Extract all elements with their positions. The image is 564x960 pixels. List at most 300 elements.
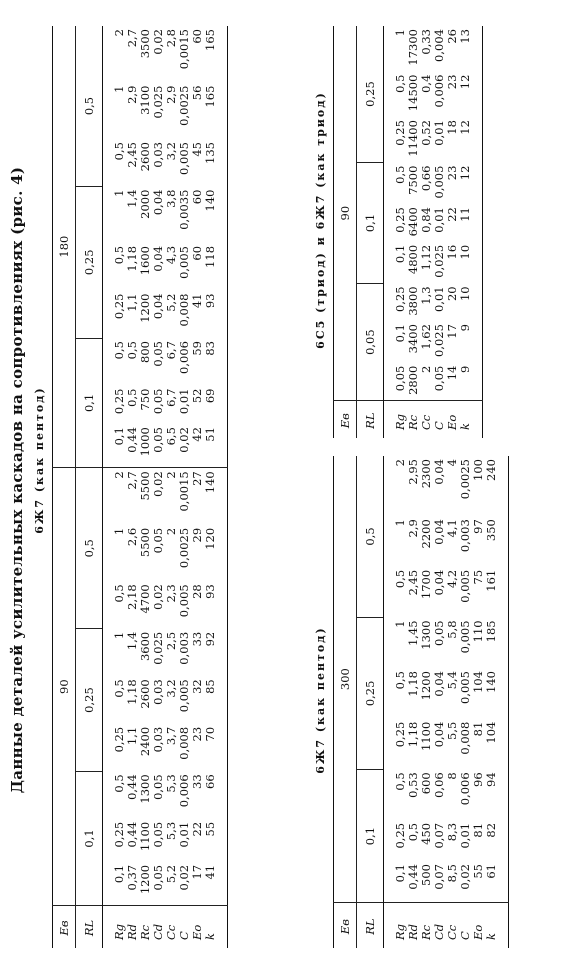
table-cell: 1100 — [138, 821, 152, 852]
table-cell: 1,18 — [406, 671, 420, 697]
eb-label: Eв — [334, 903, 357, 948]
table-cell: 0,84 — [419, 207, 433, 233]
table-cell: 17300 — [406, 29, 420, 66]
table-cell: 0,05 — [151, 527, 165, 554]
table-cell: 0,025 — [151, 85, 165, 119]
table-cell: 93 — [203, 584, 217, 599]
table-cell: 23 — [445, 74, 459, 90]
row-label: k — [204, 906, 228, 948]
table-row — [103, 26, 127, 948]
table-cell: 2,9 — [125, 85, 139, 104]
table-cell: 0,25 — [393, 822, 407, 849]
table-cell: 17 — [190, 864, 204, 880]
table-cell: 9 — [458, 365, 472, 373]
table-cell: 0,25 — [112, 726, 126, 753]
table-cell: 0,44 — [406, 864, 420, 890]
table-cell: 600 — [419, 772, 433, 795]
table-cell: 56 — [190, 85, 204, 101]
table-cell: 2,7 — [125, 29, 139, 48]
table-cell: 12 — [458, 120, 472, 135]
table-cell: 165 — [203, 29, 217, 51]
table-cell: 0,004 — [432, 29, 446, 62]
table-cell: 70 — [203, 726, 217, 742]
table-cell: 1600 — [138, 245, 152, 276]
table-cell: 4,3 — [164, 245, 178, 265]
table-cell: 11 — [458, 207, 472, 222]
table-cell: 110 — [471, 620, 485, 643]
table-row — [152, 26, 165, 948]
row-label: Cc — [165, 906, 178, 948]
table-cell: 51 — [204, 424, 228, 468]
table-cell: 2,9 — [406, 519, 420, 538]
table-cell: 1300 — [138, 774, 152, 804]
table-cell: 0,5 — [112, 774, 126, 793]
table-cell: 4800 — [406, 244, 420, 275]
table-cell: 0,05 — [151, 864, 165, 891]
table-cell: 140 — [203, 471, 217, 494]
table-cell: 5,3 — [164, 821, 178, 841]
table-cell: 0,04 — [151, 245, 165, 272]
table-cell: 104 — [471, 671, 485, 693]
rl-value: 0,25 — [76, 629, 103, 772]
row-label: C — [178, 906, 191, 948]
rl-label: RL — [76, 906, 103, 948]
table-cell: 0,04 — [151, 293, 165, 320]
row-label: Rc — [407, 401, 420, 438]
table-cell: 26 — [445, 29, 459, 44]
table-cell: 5,3 — [164, 774, 178, 793]
table-cell: 8,3 — [445, 822, 459, 842]
table-cell: 1,1 — [125, 726, 139, 746]
table-cell: 2800 — [406, 365, 420, 395]
table-cell: 5,2 — [164, 864, 178, 884]
table-cell: 9 — [458, 324, 472, 332]
table-cell: 500 — [419, 864, 433, 886]
table-cell: 0,5 — [125, 388, 139, 407]
table-cell: 60 — [190, 29, 204, 44]
eb-value: 90 — [53, 468, 76, 906]
table-cell: 0,25 — [393, 286, 407, 312]
table-cell: 6400 — [406, 207, 420, 237]
table-cell: 0,005 — [177, 584, 191, 618]
rl-value: 0,25 — [357, 26, 384, 163]
table-cell: 2,9 — [164, 85, 178, 104]
table-cell: 42 — [191, 424, 204, 468]
rl-value: 0,5 — [76, 468, 103, 629]
table-cell: 97 — [471, 519, 485, 534]
row-label: Rg — [384, 903, 408, 948]
table-cell: 0,0035 — [177, 189, 191, 230]
table-cell: 2 — [112, 471, 126, 479]
table-cell: 0,07 — [432, 822, 446, 849]
table-cell: 0,01 — [432, 120, 446, 146]
table-cell: 0,03 — [151, 679, 165, 705]
table-cell: 100 — [471, 459, 485, 481]
table-cell: 0,005 — [458, 671, 472, 704]
table-cell: 0,005 — [177, 245, 191, 279]
table-cell: 450 — [419, 822, 433, 845]
table-cell: 28 — [190, 584, 204, 599]
table-cell: 2 — [164, 527, 178, 536]
table-cell: 1,4 — [125, 631, 139, 651]
table-cell: 0,0025 — [177, 85, 191, 126]
table-cell: 0,0015 — [177, 471, 191, 512]
table-cell: 2 — [112, 29, 126, 37]
table-cell: 1,12 — [419, 244, 433, 271]
table-cell: 1,18 — [125, 245, 139, 272]
table-cell: 0,4 — [419, 74, 433, 93]
table-cell: 0,008 — [458, 721, 472, 755]
table-cell: 75 — [471, 569, 485, 585]
table-cell: 1,18 — [125, 679, 139, 705]
table-cell: 0,5 — [125, 341, 139, 360]
table-cell: 104 — [484, 721, 498, 744]
table-cell: 59 — [190, 341, 204, 356]
table-cell: 140 — [203, 189, 217, 212]
table-1-subtitle: 6Ж7 (как пентод) — [33, 386, 46, 534]
table-cell: 3400 — [406, 324, 420, 354]
table-cell: 0,5 — [112, 679, 126, 698]
table-cell: 1,45 — [406, 620, 420, 647]
table-cell: 0,25 — [112, 293, 126, 320]
table-cell: 81 — [471, 721, 485, 737]
row-label: Rd — [126, 906, 139, 948]
table-cell: 1,3 — [419, 286, 433, 305]
table-cell: 0,1 — [393, 324, 407, 343]
table-cell: 0,02 — [458, 864, 472, 890]
table-cell: 96 — [471, 772, 485, 787]
table-cell: 3,2 — [164, 142, 178, 161]
table-cell: 1,1 — [125, 293, 139, 312]
table-cell: 1700 — [419, 569, 433, 600]
table-row — [384, 26, 408, 438]
table-cell: 0,05 — [151, 388, 165, 415]
table-cell: 1 — [112, 85, 126, 93]
table-cell: 5500 — [138, 471, 152, 501]
table-cell: 0,04 — [432, 519, 446, 545]
table-cell: 0,25 — [393, 721, 407, 748]
row-label: Rd — [407, 903, 420, 948]
table-3-subtitle: 6С5 (триод) и 6Ж7 (как триод) — [314, 91, 327, 349]
table-cell: 6,7 — [164, 341, 178, 360]
table-cell: 83 — [203, 341, 217, 356]
row-label: Cc — [420, 401, 433, 438]
eb-header-row — [334, 456, 357, 948]
table-cell: 0,25 — [393, 207, 407, 233]
table-cell: 92 — [203, 631, 217, 647]
table-cell: 0,44 — [126, 424, 139, 468]
table-cell: 5,4 — [445, 671, 459, 690]
table-cell: 94 — [484, 772, 498, 787]
table-cell: 0,5 — [112, 584, 126, 603]
table-cell: 2200 — [419, 519, 433, 549]
table-cell: 2600 — [138, 679, 152, 709]
table-cell: 800 — [138, 341, 152, 363]
table-cell: 17 — [445, 324, 459, 339]
table-cell: 3,7 — [164, 726, 178, 746]
table-cell: 0,025 — [151, 631, 165, 665]
table-cell: 0,003 — [458, 519, 472, 553]
table-cell: 1100 — [419, 721, 433, 751]
table-cell: 12 — [458, 74, 472, 90]
row-label: Rc — [420, 903, 433, 948]
table-cell: 2400 — [138, 726, 152, 757]
table-cell: 32 — [190, 679, 204, 694]
table-cell: 0,01 — [177, 821, 191, 848]
table-6zh7-pentode-90-180 — [52, 26, 228, 948]
table-cell: 0,1 — [112, 864, 126, 884]
table-cell: 0,04 — [432, 569, 446, 596]
table-cell: 0,05 — [151, 821, 165, 848]
table-cell: 29 — [190, 527, 204, 543]
table-cell: 18 — [445, 120, 459, 135]
table-cell: 16 — [445, 244, 459, 260]
table-cell: 45 — [190, 142, 204, 157]
table-cell: 20 — [445, 286, 459, 302]
table-cell: 2 — [393, 459, 407, 467]
table-cell: 10 — [458, 286, 472, 302]
table-cell: 6,7 — [164, 388, 178, 407]
table-cell: 61 — [484, 864, 498, 879]
table-cell: 0,025 — [432, 324, 446, 357]
table-row — [459, 26, 483, 438]
table-cell: 1,18 — [406, 721, 420, 748]
table-cell: 118 — [203, 245, 217, 268]
table-cell: 5,8 — [445, 620, 459, 639]
table-cell: 2,7 — [125, 471, 139, 490]
table-cell: 5500 — [138, 527, 152, 558]
table-cell: 0,008 — [177, 293, 191, 327]
table-cell: 22 — [190, 821, 204, 837]
table-cell: 0,006 — [177, 774, 191, 808]
table-cell: 1 — [393, 620, 407, 628]
rl-header-row — [357, 26, 384, 438]
table-cell: 13 — [458, 29, 472, 44]
table-cell: 0,5 — [112, 341, 126, 360]
table-cell: 0,05 — [432, 365, 446, 392]
table-cell: 0,008 — [177, 726, 191, 760]
table-cell: 2 — [419, 365, 433, 373]
table-cell: 69 — [203, 388, 217, 404]
row-label: k — [485, 903, 509, 948]
table-cell: 10 — [458, 244, 472, 260]
table-cell: 1 — [112, 631, 126, 640]
table-cell: 85 — [203, 679, 217, 694]
table-cell: 0,006 — [458, 772, 472, 806]
table-cell: 0,05 — [393, 365, 407, 392]
table-cell: 12 — [458, 165, 472, 181]
table-2-subtitle: 6Ж7 (как пентод) — [314, 626, 327, 774]
rl-header-row — [357, 456, 384, 948]
row-label: Rg — [103, 906, 127, 948]
table-cell: 14 — [445, 365, 459, 381]
table-cell: 0,02 — [151, 29, 165, 55]
table-cell: 0,02 — [177, 864, 191, 891]
table-cell: 0,5 — [406, 822, 420, 842]
row-label: Cc — [446, 903, 459, 948]
rl-value: 0,1 — [76, 338, 103, 468]
table-cell: 41 — [190, 293, 204, 309]
table-cell: 165 — [203, 85, 217, 108]
table-cell: 0,44 — [125, 774, 139, 800]
table-cell: 120 — [203, 527, 217, 550]
table-cell: 8,5 — [445, 864, 459, 883]
table-cell: 3800 — [406, 286, 420, 316]
table-cell: 41 — [203, 864, 217, 880]
rl-value: 0,05 — [357, 283, 384, 400]
table-cell: 0,5 — [393, 772, 407, 791]
row-label: C — [459, 903, 472, 948]
table-cell: 0,1 — [393, 864, 407, 883]
row-label: Eo — [446, 401, 459, 438]
table-cell: 0,0015 — [177, 29, 191, 70]
table-cell: 0,003 — [177, 631, 191, 665]
table-cell: 7500 — [406, 165, 420, 195]
table-cell: 66 — [203, 774, 217, 789]
rl-value: 0,1 — [357, 769, 384, 902]
rl-value: 0,5 — [76, 26, 103, 187]
table-cell: 0,01 — [458, 822, 472, 849]
table-cell: 2,95 — [406, 459, 420, 485]
table-cell: 0,66 — [419, 165, 433, 192]
table-cell: 1,4 — [125, 189, 139, 208]
table-cell: 0,0025 — [177, 527, 191, 569]
table-cell: 161 — [484, 569, 498, 592]
table-6zh7-pentode-300 — [333, 456, 509, 948]
table-cell: 3,8 — [164, 189, 178, 208]
row-label: Rg — [384, 401, 408, 438]
rl-label: RL — [357, 903, 384, 948]
table-cell: 350 — [484, 519, 498, 542]
table-cell: 0,5 — [112, 245, 126, 265]
row-label: Eo — [472, 903, 485, 948]
rl-label: RL — [357, 401, 384, 438]
table-cell: 0,5 — [393, 74, 407, 93]
table-cell: 2 — [164, 471, 178, 479]
table-cell: 0,05 — [152, 424, 165, 468]
table-cell: 81 — [471, 822, 485, 838]
rl-value: 0,1 — [76, 771, 103, 905]
table-cell: 4,1 — [445, 519, 459, 538]
table-cell: 4,2 — [445, 569, 459, 589]
table-cell: 55 — [203, 821, 217, 837]
table-cell: 0,005 — [177, 679, 191, 713]
table-cell: 0,5 — [393, 569, 407, 589]
table-row — [178, 26, 191, 948]
page-title: Данные деталей усилительных каскадов на сопротивлениях (рис. 4) — [8, 166, 26, 794]
row-label: Rc — [139, 906, 152, 948]
table-cell: 0,02 — [151, 584, 165, 610]
table-cell: 0,006 — [177, 341, 191, 374]
table-cell: 0,01 — [177, 388, 191, 415]
table-cell: 0,04 — [432, 459, 446, 485]
table-cell: 185 — [484, 620, 498, 643]
table-cell: 2,45 — [125, 142, 139, 168]
table-cell: 3500 — [138, 29, 152, 59]
table-cell: 0,03 — [151, 142, 165, 168]
table-cell: 0,25 — [393, 120, 407, 146]
table-cell: 1 — [112, 189, 126, 197]
table-cell: 0,05 — [151, 774, 165, 800]
table-cell: 0,44 — [125, 821, 139, 848]
rl-value: 0,1 — [357, 163, 384, 284]
row-label: C — [433, 401, 446, 438]
table-cell: 0,006 — [432, 74, 446, 108]
table-cell: 2000 — [138, 189, 152, 219]
table-cell: 8 — [445, 772, 459, 780]
table-cell: 750 — [138, 388, 152, 411]
table-cell: 23 — [445, 165, 459, 181]
table-cell: 1,62 — [419, 324, 433, 350]
table-cell: 0,02 — [151, 471, 165, 497]
table-cell: 0,05 — [432, 620, 446, 647]
table-cell: 140 — [484, 671, 498, 693]
table-cell: 60 — [190, 189, 204, 205]
table-cell: 1 — [112, 527, 126, 536]
table-cell: 1200 — [138, 864, 152, 895]
eb-value: 180 — [53, 26, 76, 468]
table-cell: 33 — [190, 774, 204, 789]
row-label: Cd — [152, 906, 165, 948]
rl-value: 0,5 — [357, 456, 384, 617]
table-cell: 0,01 — [432, 286, 446, 312]
table-cell: 0,25 — [112, 821, 126, 848]
table-cell: 60 — [190, 245, 204, 261]
table-cell: 22 — [445, 207, 459, 222]
table-row — [485, 456, 509, 948]
table-cell: 93 — [203, 293, 217, 309]
table-cell: 0,025 — [432, 244, 446, 278]
table-cell: 0,33 — [419, 29, 433, 55]
table-cell: 0,5 — [393, 165, 407, 184]
table-cell: 0,52 — [419, 120, 433, 146]
table-cell: 0,05 — [151, 341, 165, 367]
table-cell: 2600 — [138, 142, 152, 172]
eb-header-row — [53, 26, 76, 948]
table-cell: 4700 — [138, 584, 152, 614]
table-cell: 0,04 — [432, 671, 446, 697]
table-cell: 52 — [190, 388, 204, 404]
table-cell: 1200 — [419, 671, 433, 701]
table-cell: 240 — [484, 459, 498, 481]
rl-value: 0,25 — [357, 617, 384, 769]
table-cell: 1200 — [138, 293, 152, 323]
eb-label: Eв — [53, 906, 76, 948]
table-6s5-triode — [333, 26, 483, 438]
table-cell: 0,02 — [178, 424, 191, 468]
table-cell: 2,18 — [125, 584, 139, 610]
table-cell: 3600 — [138, 631, 152, 662]
table-cell: 0,04 — [432, 721, 446, 748]
table-cell: 14500 — [406, 74, 420, 112]
table-cell: 2,3 — [164, 584, 178, 603]
table-cell: 27 — [190, 471, 204, 486]
table-cell: 1 — [393, 29, 407, 37]
table-cell: 2,5 — [164, 631, 178, 651]
table-cell: 0,005 — [458, 569, 472, 603]
table-cell: 3100 — [138, 85, 152, 115]
table-cell: 33 — [190, 631, 204, 647]
row-label: k — [459, 401, 483, 438]
table-cell: 5,2 — [164, 293, 178, 312]
table-cell: 0,37 — [125, 864, 139, 891]
table-cell: 0,5 — [112, 142, 126, 161]
rl-value: 0,25 — [76, 187, 103, 338]
table-row — [384, 456, 408, 948]
eb-value: 300 — [334, 456, 357, 903]
table-cell: 11400 — [406, 120, 420, 157]
table-cell: 135 — [203, 142, 217, 164]
